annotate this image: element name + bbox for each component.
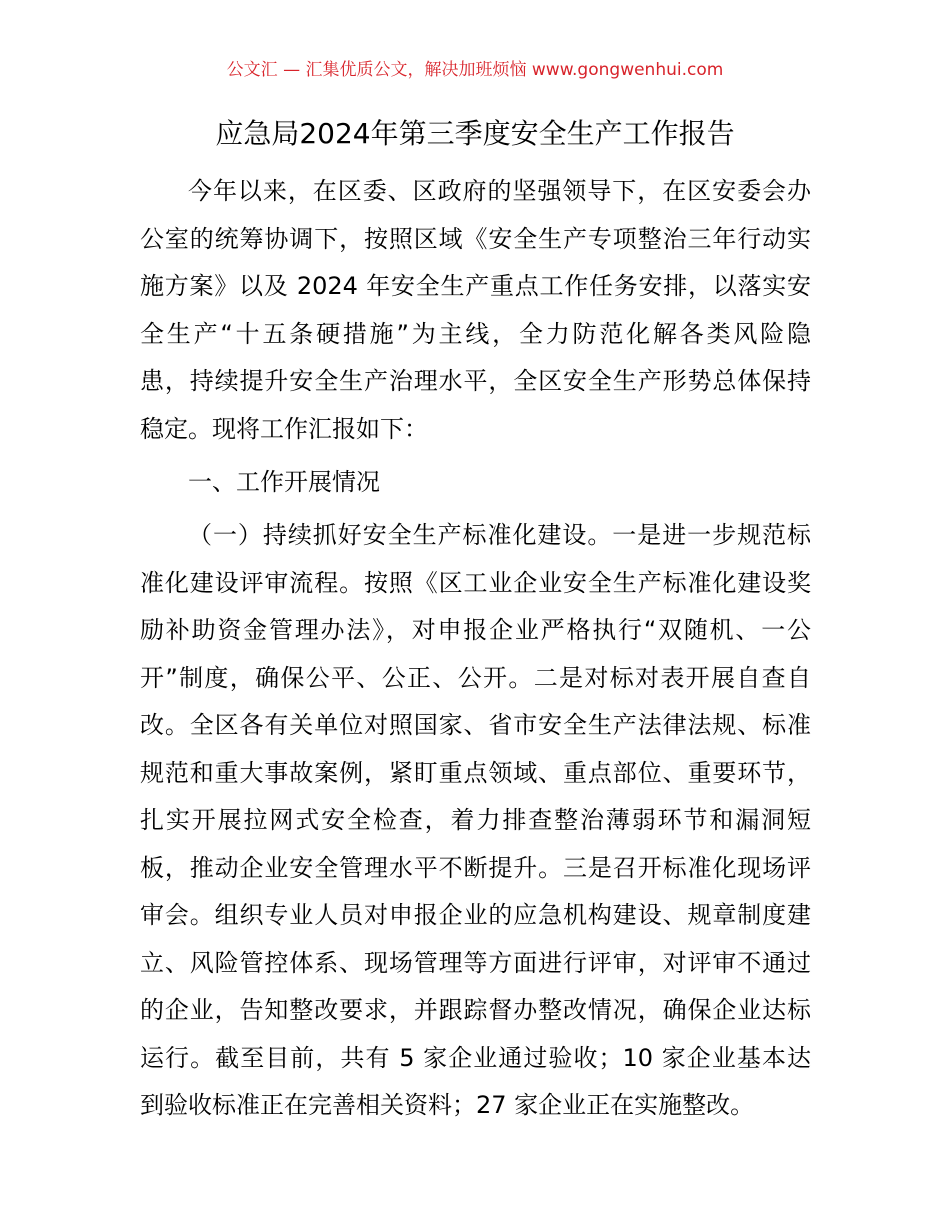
text-line: （一）持续抓好安全生产标准化建设。一是进一步规范标 <box>188 521 811 549</box>
text-line: 规范和重大事故案例，紧盯重点领域、重点部位、重要环节， <box>140 758 811 787</box>
watermark-header[interactable]: 公文汇 — 汇集优质公文，解决加班烦恼 www.gongwenhui.com <box>226 60 724 80</box>
text-line: 开”制度，确保公平、公正、公开。二是对标对表开展自查自 <box>140 663 811 692</box>
text-line: 立、风险管控体系、现场管理等方面进行评审，对评审不通过 <box>140 948 811 977</box>
text-line: 到验收标准正在完善相关资料；27 家企业正在实施整改。 <box>140 1091 755 1119</box>
document-body <box>140 168 811 1130</box>
text-line: 全生产“十五条硬措施”为主线，全力防范化解各类风险隐 <box>140 319 811 348</box>
text-line: 审会。组织专业人员对申报企业的应急机构建设、规章制度建 <box>140 901 811 929</box>
text-line: 扎实开展拉网式安全检查，着力排查整治薄弱环节和漏洞短 <box>140 806 811 834</box>
text-line: 施方案》以及 2024 年安全生产重点工作任务安排，以落实安 <box>140 272 811 300</box>
text-line: 稳定。现将工作汇报如下： <box>140 414 428 443</box>
text-line: 励补助资金管理办法》，对申报企业严格执行“双随机、一公 <box>140 616 811 644</box>
text-line: 患，持续提升安全生产治理水平，全区安全生产形势总体保持 <box>140 367 811 395</box>
section-paragraph <box>140 512 811 1130</box>
section-heading: 一、工作开展情况 <box>188 467 380 496</box>
page-title: 应急局2024年第三季度安全生产工作报告 <box>215 117 735 150</box>
text-line: 准化建设评审流程。按照《区工业企业安全生产标准化建设奖 <box>140 568 811 597</box>
text-line: 的企业，告知整改要求，并跟踪督办整改情况，确保企业达标 <box>140 996 811 1024</box>
text-line: 公室的统筹协调下，按照区域《安全生产专项整治三年行动实 <box>140 224 811 253</box>
text-line: 运行。截至目前，共有 5 家企业通过验收；10 家企业基本达 <box>140 1043 811 1072</box>
intro-paragraph <box>140 168 811 453</box>
text-line: 板，推动企业安全管理水平不断提升。三是召开标准化现场评 <box>140 853 811 882</box>
text-line: 改。全区各有关单位对照国家、省市安全生产法律法规、标准 <box>140 711 811 739</box>
text-line: 今年以来，在区委、区政府的坚强领导下，在区安委会办 <box>188 177 811 205</box>
